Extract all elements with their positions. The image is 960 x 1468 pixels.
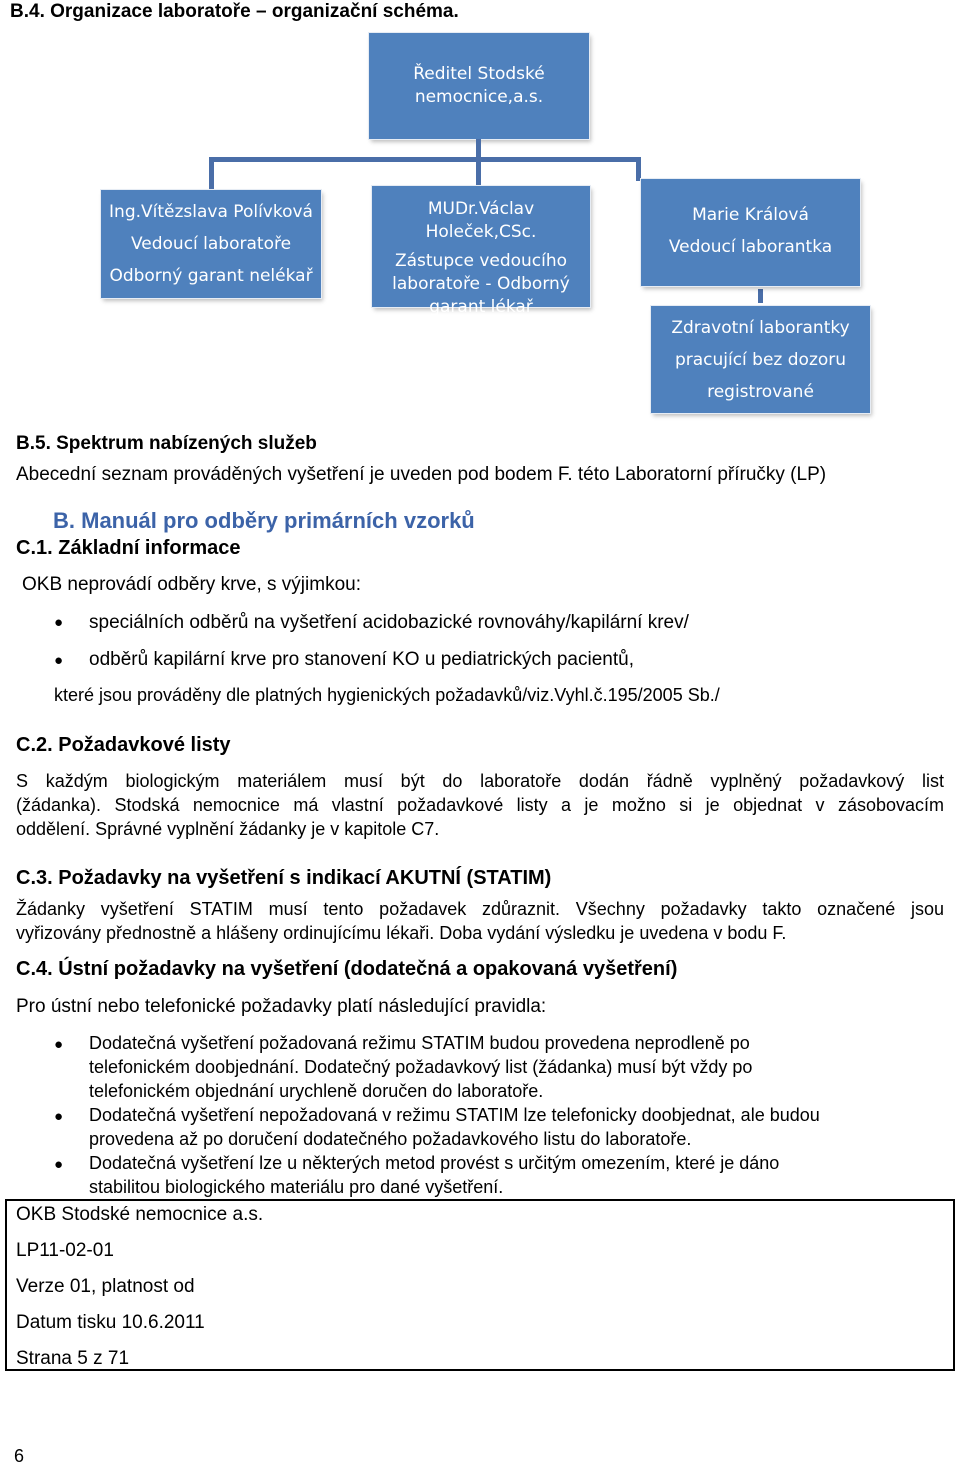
- bullet-icon: ●: [54, 1036, 64, 1053]
- section-c2-title: C.2. Požadavkové listy: [16, 734, 231, 756]
- org-connector: [476, 157, 481, 187]
- section-c3-title: C.3. Požadavky na vyšetření s indikací AKUTNÍ (STATIM): [16, 867, 552, 889]
- c4-bullet-line: Dodatečná vyšetření požadovaná režimu STATIM budou provedena neprodleně po: [89, 1033, 750, 1053]
- org-director-line: nemocnice,a.s.: [414, 87, 544, 107]
- footer-line: Strana 5 z 71: [16, 1348, 130, 1369]
- org-middle-line: Zástupce vedoucího: [394, 251, 568, 271]
- org-connector: [636, 157, 641, 181]
- page-number: 6: [14, 1446, 25, 1466]
- c1-bullet-text: speciálních odběrů na vyšetření acidobazické rovnováhy/kapilární krev/: [89, 612, 689, 633]
- org-left-line: Ing.Vítězslava Polívková: [109, 202, 313, 222]
- bullet-icon: ●: [54, 1108, 64, 1125]
- section-c4-intro: Pro ústní nebo telefonické požadavky platí následující pravidla:: [16, 996, 547, 1017]
- section-c1-after: které jsou prováděny dle platných hygienických požadavků/viz.Vyhl.č.195/2005 Sb./: [54, 685, 720, 705]
- org-left-line: Odborný garant nelékař: [109, 266, 313, 286]
- c1-bullet-text: odběrů kapilární krve pro stanovení KO u pediatrických pacientů,: [89, 649, 634, 670]
- section-b4-title: B.4. Organizace laboratoře – organizační schéma.: [10, 1, 459, 22]
- c2-text-line: S každým biologickým materiálem musí být do laboratoře dodán řádně vyplněný požadavkový list: [16, 771, 944, 791]
- footer-line: Datum tisku 10.6.2011: [16, 1312, 205, 1333]
- org-box-lab-head: [101, 190, 321, 298]
- section-c1-intro: OKB neprovádí odběry krve, s výjimkou:: [22, 574, 361, 595]
- org-bottom-line: pracující bez dozoru: [674, 349, 847, 370]
- section-c4-title: C.4. Ústní požadavky na vyšetření (dodatečná a opakovaná vyšetření): [16, 958, 678, 980]
- org-right-line: Marie Králová: [692, 205, 809, 225]
- org-bottom-line: registrované: [707, 381, 814, 402]
- org-bottom-line: Zdravotní laborantky: [671, 317, 850, 338]
- c3-text-line: Žádanky vyšetření STATIM musí tento požadavek zdůraznit. Všechny požadavky takto označené jsou: [16, 899, 944, 919]
- c4-bullet-line: telefonickém objednání urychleně doručen do laboratoře.: [89, 1081, 544, 1101]
- c4-bullet-line: telefonickém doobjednání. Dodatečný požadavkový list (žádanka) musí být vždy po: [89, 1057, 753, 1077]
- c2-text-line: (žádanka). Stodská nemocnice má vlastní požadavkové listy a je možno si je objednat v zásobovacím: [16, 795, 944, 815]
- org-box-deputy: [372, 186, 590, 317]
- org-left-line: Vedoucí laboratoře: [130, 234, 292, 254]
- org-connector: [758, 289, 763, 303]
- section-b5-title: B.5. Spektrum nabízených služeb: [16, 433, 317, 454]
- footer-line: Verze 01, platnost od: [16, 1276, 195, 1297]
- section-c1-title: C.1. Základní informace: [16, 537, 241, 559]
- bullet-icon: ●: [54, 614, 64, 631]
- org-connector: [209, 157, 641, 162]
- c2-text-line: oddělení. Správné vyplnění žádanky je v kapitole C7.: [16, 819, 440, 839]
- org-middle-line: garant lékař: [429, 297, 533, 317]
- c4-bullet-line: provedena až po doručení dodatečného požadavkového listu do laboratoře.: [89, 1129, 692, 1149]
- org-right-line: Vedoucí laborantka: [668, 237, 833, 257]
- org-middle-line: MUDr.Václav Holeček,CSc.: [425, 199, 537, 242]
- org-box-director: [369, 33, 589, 139]
- org-director-line: Ředitel Stodské: [413, 64, 545, 84]
- c4-bullet-line: Dodatečná vyšetření lze u některých metod provést s určitým omezením, které je dáno: [89, 1153, 780, 1173]
- c3-text-line: vyřizovány přednostně a hlášeny ordinujícímu lékaři. Doba vydání výsledku je uvedena v bodu F.: [16, 923, 787, 943]
- section-b5-text: Abecední seznam prováděných vyšetření je uveden pod bodem F. této Laboratorní příručky (LP): [16, 464, 827, 485]
- org-box-technicians: [651, 306, 870, 413]
- c4-bullet-line: stabilitou biologického materiálu pro dané vyšetření.: [89, 1177, 504, 1197]
- footer-line: OKB Stodské nemocnice a.s.: [16, 1204, 264, 1225]
- c4-bullet-line: Dodatečná vyšetření nepožadovaná v režimu STATIM lze telefonicky doobjednat, ale budou: [89, 1105, 820, 1125]
- org-middle-line: laboratoře - Odborný: [392, 274, 570, 294]
- bullet-icon: ●: [54, 1156, 64, 1173]
- org-connector: [209, 157, 214, 191]
- bullet-icon: ●: [54, 652, 64, 669]
- footer-line: LP11-02-01: [16, 1240, 114, 1261]
- manual-heading: B. Manuál pro odběry primárních vzorků: [53, 508, 475, 533]
- org-box-head-technician: [641, 179, 860, 286]
